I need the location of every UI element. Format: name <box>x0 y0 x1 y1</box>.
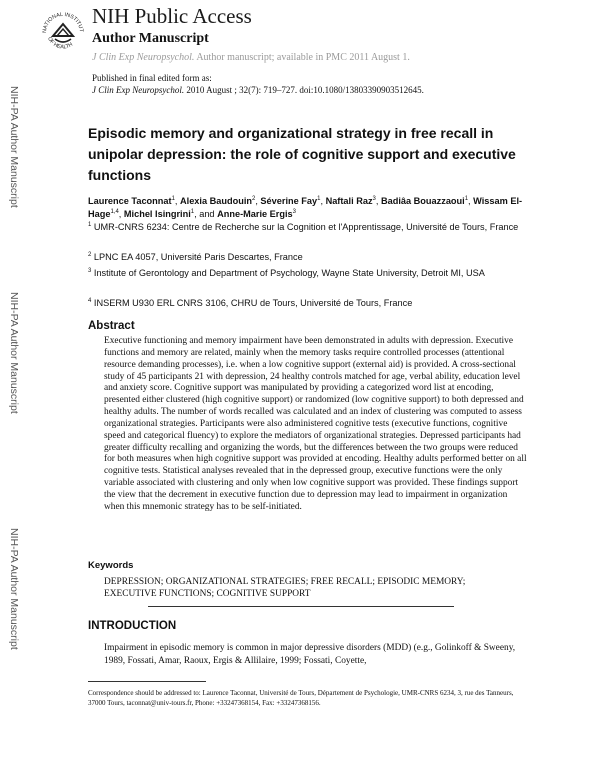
author-and: and <box>196 208 218 219</box>
abstract-heading: Abstract <box>88 320 135 332</box>
svg-text:NATIONAL INSTITUTES <box>38 6 84 33</box>
logo-text-top: NATIONAL INSTITUT <box>41 11 85 34</box>
author-name: Michel Isingrini$^1$ <box>123 208 195 219</box>
published-details: 2010 August ; 32(7): 719–727. doi:10.1080/13803390903512645. <box>184 85 424 95</box>
keywords-line: EXECUTIVE FUNCTIONS; COGNITIVE SUPPORT <box>104 589 311 599</box>
author-affiliation-marker: 1 <box>171 195 175 202</box>
author-affiliation-marker: 3 <box>292 208 296 215</box>
author-name: Wissam El-Hage$^{1,4}$ <box>88 196 523 219</box>
page-header-title: NIH Public Access <box>92 4 252 28</box>
author-affiliation-marker: 2 <box>251 195 256 202</box>
section-divider <box>148 606 454 607</box>
nih-seal-icon <box>38 6 88 56</box>
author-list: Laurence Taconnat$^1$, Alexia Baudouin$^2$, Séverine Fay$^1$, Naftali Raz$^3$, Badiâa Bouazzaoui$^1$, Wissam El-Hage$^{1,4}$, Michel Isingrini$^1$, and Anne-Marie Ergis$^3$ <box>88 195 523 219</box>
published-journal: J Clin Exp Neuropsychol. <box>92 85 185 95</box>
keywords-line: DEPRESSION; ORGANIZATIONAL STRATEGIES; FREE RECALL; EPISODIC MEMORY; <box>104 577 466 587</box>
article-title: Episodic memory and organizational strategy in free recall in unipolar depression: the role of cognitive support and executive functions <box>88 125 516 183</box>
published-citation <box>92 85 424 95</box>
abstract-text: Executive functioning and memory impairment have been demonstrated in adults with depression. Executive functions and memory are related, mainly when the memory tasks require controlled processes (attentional resource demanding processes), i.e. when a low cognitive support (external aid) is provided. A cross-sectional study of 45 participants 21 with depression, 24 healthy controls matched for age, verbal ability, education level and anxiety score. Cognitive support was manipulated by providing a categorized word list at encoding, presented either clustered (high cognitive support) or randomized (low cognitive support) to both depressed and healthy adults. The number of words recalled was calculated and an index of clustering was computed to assess organizational strategies. Participants were also administered cognitive tests (executive functions, cognitive speed and categorical fluency) to explore the mediators of organizational strategies. Depressed participants had greater difficulty recalling and organizing the words, but the differences between the two groups were reduced for both measures when high cognitive support was provided at encoding. Healthy adults performed better on all cognitive tests. Statistical analyses revealed that in the depressed group, executive functions were the only variable associated with clustering and only when low cognitive support was provided. These findings support the view that the decrement in executive function due to depression may lead to impairment in organization when this mnemonic strategy has to be self-initiated. <box>104 336 527 512</box>
published-label: Published in final edited form as: <box>92 73 212 83</box>
author-name: Naftali Raz$^3$ <box>325 195 376 206</box>
affiliation: $^2$ LPNC EA 4057, Université Paris Descartes, France <box>88 251 303 262</box>
svg-text:OF HEALTH <box>46 36 74 50</box>
author-affiliation-marker: 1,4 <box>110 208 119 215</box>
correspondence-footnote: Correspondence should be addressed to: Laurence Taconnat, Université de Tours, Département de Psychologie, UMR-CNRS 6234, 3, rue des Tanneurs, 37000 Tours, taconnat@univ-tours.fr, Phone: +33247368154, Fax: +33247368156. <box>88 689 514 707</box>
keywords-heading: Keywords <box>88 560 134 571</box>
author-affiliation-marker: 1 <box>317 195 321 202</box>
journal-name: J Clin Exp Neuropsychol. <box>92 52 195 63</box>
author-name: Alexia Baudouin$^2$ <box>180 195 256 206</box>
availability-text: Author manuscript; available in PMC 2011 August 1. <box>194 52 410 63</box>
author-name: Séverine Fay$^1$ <box>260 195 321 206</box>
author-affiliation-marker: 1 <box>464 195 469 202</box>
footnote-divider <box>88 681 206 682</box>
affiliation: $^1$ UMR-CNRS 6234: Centre de Recherche sur la Cognition et l'Apprentissage, Université de Tours, France <box>88 221 519 232</box>
page-header-subtitle: Author Manuscript <box>92 31 209 46</box>
introduction-text: Impairment in episodic memory is common in major depressive disorders (MDD) (e.g., Golinkoff & Sweeny, 1989, Fossati, Amar, Raoux, Ergis & Allilaire, 1999; Fossati, Coyette, <box>104 643 516 666</box>
author-name: Anne-Marie Ergis$^3$ <box>217 208 296 219</box>
logo-text-bottom: OF HEALTH <box>46 36 74 51</box>
author-name: Laurence Taconnat$^1$ <box>88 195 175 206</box>
affiliation: $^4$ INSERM U930 ERL CNRS 3106, CHRU de Tours, Université de Tours, France <box>88 297 413 308</box>
author-affiliation-marker: 3 <box>372 195 376 202</box>
author-name: Badiâa Bouazzaoui$^1$ <box>380 195 469 206</box>
affiliation: $^3$ Institute of Gerontology and Department of Psychology, Wayne State University, Detroit MI, USA <box>88 267 485 278</box>
author-affiliation-marker: 1 <box>190 208 195 215</box>
introduction-heading: INTRODUCTION <box>88 620 177 632</box>
journal-availability <box>92 52 410 63</box>
